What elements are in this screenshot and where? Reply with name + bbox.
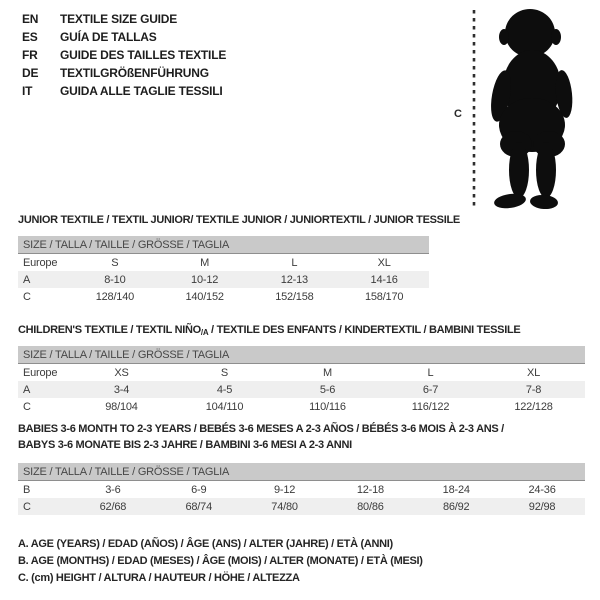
size-header-row [18, 236, 429, 254]
size-value-cell: M [323, 366, 332, 379]
lang-label: GUÍA DE TALLAS [60, 30, 157, 44]
size-value-cell: 10-12 [160, 271, 250, 288]
size-value-cell: 74/80 [242, 498, 328, 515]
size-header-bar: SIZE / TALLA / TAILLE / GRÖSSE / TAGLIA [18, 346, 585, 364]
babies-table-title [18, 421, 504, 453]
size-value-cell: 8-10 [70, 271, 160, 288]
size-value-cell: M [200, 256, 210, 269]
size-value-cell: 140/152 [185, 290, 224, 303]
size-value-cell: 12-18 [356, 483, 384, 496]
lang-row-fr [22, 46, 226, 64]
lang-row-en [22, 10, 226, 28]
size-value-cell: S [111, 256, 119, 269]
size-header-row [18, 463, 585, 481]
toddler-silhouette [488, 9, 575, 210]
size-value-cell: 98/104 [105, 400, 138, 413]
size-value-cell: XL [377, 256, 391, 269]
size-value-cell: S [220, 366, 229, 379]
row-label-cell: C [23, 400, 31, 413]
children-table-title [18, 322, 520, 341]
lang-row-de [22, 64, 226, 82]
size-value-cell: 9-12 [273, 483, 296, 496]
size-header-row [18, 346, 585, 364]
row-label-cell: C [23, 290, 31, 303]
height-measure-figure [452, 4, 592, 216]
lang-label: GUIDA ALLE TAGLIE TESSILI [60, 84, 223, 98]
title-part: CHILDREN'S TEXTILE / TEXTIL NIÑO [18, 324, 201, 336]
row-label-cell: Europe [23, 256, 58, 269]
size-value-cell: 6-9 [191, 483, 207, 496]
size-value-cell: 92/98 [499, 498, 585, 515]
size-value-cell: 6-7 [379, 381, 482, 398]
title-part: / TEXTILE DES ENFANTS / KINDERTEXTIL / BAMBINI TESSILE [208, 324, 521, 336]
size-value-cell: 104/110 [205, 400, 244, 413]
note-age-months: B. AGE (MONTHS) / EDAD (MESES) / ÂGE (MOIS) / ALTER (MONATE) / ETÀ (MESI) [18, 555, 423, 567]
lang-code: DE [22, 66, 39, 80]
lang-code: IT [22, 84, 33, 98]
row-label-cell: Europe [23, 366, 58, 379]
junior-table-title: JUNIOR TEXTILE / TEXTIL JUNIOR/ TEXTILE JUNIOR / JUNIORTEXTIL / JUNIOR TESSILE [18, 214, 460, 226]
babies-size-table [18, 463, 585, 515]
table-row-age [18, 381, 585, 398]
babies-title-line1: BABIES 3-6 MONTH TO 2-3 YEARS / BEBÉS 3-6 MESES A 2-3 AÑOS / BÉBÉS 3-6 MOIS À 2-3 ANS / [18, 423, 504, 435]
size-value-cell: 152/158 [275, 290, 314, 303]
measure-label-c: C [454, 108, 462, 120]
lang-label: TEXTILGRÖßENFÜHRUNG [60, 66, 209, 80]
legend-notes [18, 536, 423, 587]
table-row-height [18, 498, 585, 515]
size-value-cell: 24-36 [528, 483, 556, 496]
lang-code: ES [22, 30, 38, 44]
size-value-cell: 14-16 [339, 271, 429, 288]
junior-size-table [18, 236, 429, 305]
table-row-height [18, 288, 429, 305]
size-value-cell: L [427, 366, 434, 379]
row-label-cell: B [23, 483, 31, 496]
lang-row-it [22, 82, 226, 100]
size-value-cell: 80/86 [327, 498, 413, 515]
row-label-cell: C [18, 498, 70, 515]
note-age-years: A. AGE (YEARS) / EDAD (AÑOS) / ÂGE (ANS) / ALTER (JAHRE) / ETÀ (ANNI) [18, 538, 393, 550]
size-value-cell: 18-24 [442, 483, 470, 496]
size-value-cell: 158/170 [364, 290, 404, 303]
lang-label: TEXTILE SIZE GUIDE [60, 12, 178, 26]
table-row-height [18, 398, 585, 415]
size-value-cell: 7-8 [482, 381, 585, 398]
children-size-table [18, 346, 585, 415]
size-value-cell: 3-6 [105, 483, 121, 496]
title-sub-part: /A [200, 328, 209, 337]
lang-code: EN [22, 12, 39, 26]
size-value-cell: 110/116 [309, 400, 346, 413]
row-label-cell: A [18, 381, 70, 398]
size-value-cell: XS [114, 366, 129, 379]
size-value-cell: 68/74 [156, 498, 242, 515]
size-value-cell: 86/92 [413, 498, 499, 515]
size-value-cell: 62/68 [70, 498, 156, 515]
toddler-silhouette-image [452, 4, 592, 216]
size-value-cell: 122/128 [514, 400, 553, 413]
table-row-europe [18, 364, 585, 382]
babies-title-line2: BABYS 3-6 MONATE BIS 2-3 JAHRE / BAMBINI 3-6 MESI A 2-3 ANNI [18, 439, 352, 451]
table-row-europe [18, 254, 429, 272]
lang-label: GUIDE DES TAILLES TEXTILE [60, 48, 227, 62]
size-value-cell: 5-6 [276, 381, 379, 398]
note-height-cm: C. (cm) HEIGHT / ALTURA / HAUTEUR / HÖHE / ALTEZZA [18, 572, 300, 584]
language-list [22, 10, 226, 100]
lang-row-es [22, 28, 226, 46]
size-header-bar: SIZE / TALLA / TAILLE / GRÖSSE / TAGLIA [18, 463, 585, 481]
table-row-months [18, 481, 585, 499]
size-value-cell: 116/122 [411, 400, 450, 413]
size-value-cell: L [291, 256, 298, 269]
size-value-cell: 3-4 [70, 381, 173, 398]
size-value-cell: 4-5 [173, 381, 276, 398]
size-value-cell: 12-13 [250, 271, 340, 288]
table-row-age [18, 271, 429, 288]
size-value-cell: 128/140 [95, 290, 135, 303]
size-value-cell: XL [526, 366, 541, 379]
size-header-bar: SIZE / TALLA / TAILLE / GRÖSSE / TAGLIA [18, 236, 429, 254]
lang-code: FR [22, 48, 38, 62]
row-label-cell: A [18, 271, 70, 288]
